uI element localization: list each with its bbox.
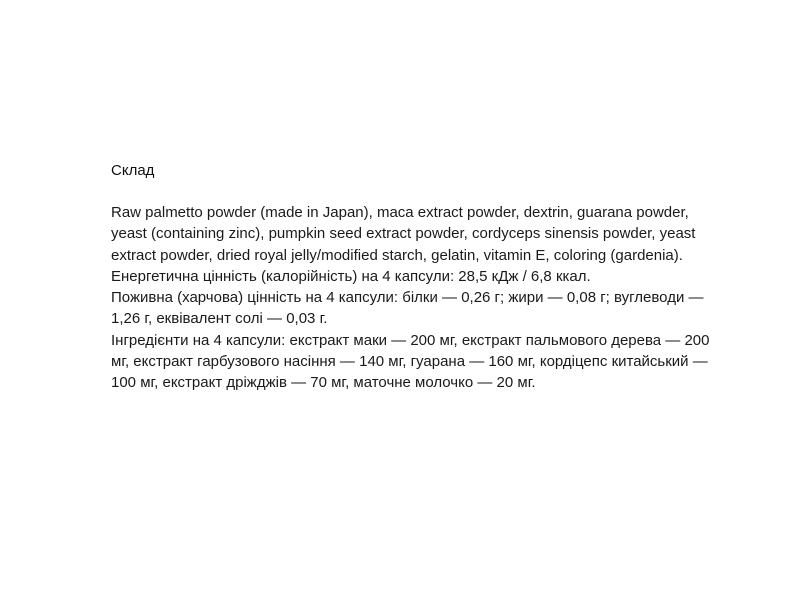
nutritional-value: Поживна (харчова) цінність на 4 капсули: білки — 0,26 г; жири — 0,08 г; вуглеводи — 1,26 г, еквівалент солі — 0,03 г. — [111, 289, 704, 328]
energy-value: Енергетична цінність (калорійність) на 4 капсули: 28,5 кДж / 6,8 ккал. — [111, 267, 591, 285]
section-title: Склад — [111, 162, 155, 179]
composition-section — [111, 160, 711, 394]
ingredients-english: Raw palmetto powder (made in Japan), maca extract powder, dextrin, guarana powder, yeast (containing zinc), pumpkin seed extract powder, cordyceps sinensis powder, yeast extract powder, dried royal jelly/modified starch, gelatin, vitamin E, coloring (gardenia). — [111, 204, 696, 264]
ingredients-per-capsule: Інгредієнти на 4 капсули: екстракт маки — 200 мг, екстракт пальмового дерева — 200 мг, екстракт гарбузового насіння — 140 мг, гуарана — 160 мг, кордіцепс китайський — 100 мг, екстракт дріжджів — 70 мг, маточне молочко — 20 мг. — [111, 331, 710, 392]
